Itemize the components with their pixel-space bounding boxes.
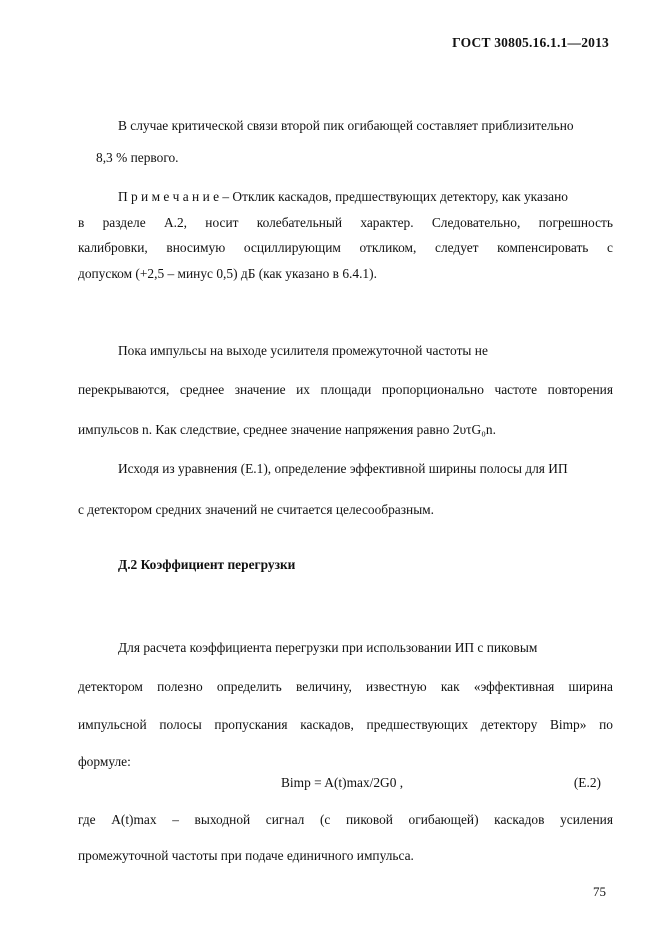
paragraph-line: Пока импульсы на выходе усилителя промежуточной частоты не <box>118 343 488 358</box>
paragraph-line: Исходя из уравнения (Е.1), определение эффективной ширины полосы для ИП <box>118 461 568 476</box>
paragraph-line: с детектором средних значений не считается целесообразным. <box>78 502 435 517</box>
equation-number: (Е.2) <box>573 775 601 790</box>
section-heading: Д.2 Коэффициент перегрузки <box>118 557 296 572</box>
paragraph-line: 8,3 % первого. <box>96 150 179 165</box>
note-line: в разделе А.2, носит колебательный характер. Следовательно, погрешность <box>78 215 613 230</box>
paragraph-line: промежуточной частоты при подаче единичного импульса. <box>78 848 414 863</box>
document-code-header: ГОСТ 30805.16.1.1—2013 <box>452 35 609 50</box>
paragraph-line: В случае критической связи второй пик огибающей составляет приблизительно <box>118 118 574 133</box>
note-line: калибровки, вносимую осциллирующим откликом, следует компенсировать с <box>78 240 613 255</box>
paragraph-line: перекрываются, среднее значение их площади пропорционально частоте повторения <box>78 382 613 397</box>
paragraph-line: детектором полезно определить величину, известную как «эффективная ширина <box>78 679 613 694</box>
paragraph-line: импульсной полосы пропускания каскадов, предшествующих детектору Bimp» по <box>78 717 613 732</box>
paragraph-line: импульсов n. Как следствие, среднее значение напряжения равно 2υτG₀n. <box>78 422 496 437</box>
paragraph-line: формуле: <box>78 754 131 769</box>
note-line: П р и м е ч а н и е – Отклик каскадов, предшествующих детектору, как указано <box>118 189 568 204</box>
paragraph-line: где A(t)max – выходной сигнал (с пиковой огибающей) каскадов усиления <box>78 812 613 827</box>
page-number: 75 <box>593 884 606 899</box>
note-line: допуском (+2,5 – минус 0,5) дБ (как указано в 6.4.1). <box>78 266 377 281</box>
equation-formula: Bimp = A(t)max/2G0 , <box>281 775 404 790</box>
paragraph-line: Для расчета коэффициента перегрузки при использовании ИП с пиковым <box>118 640 538 655</box>
